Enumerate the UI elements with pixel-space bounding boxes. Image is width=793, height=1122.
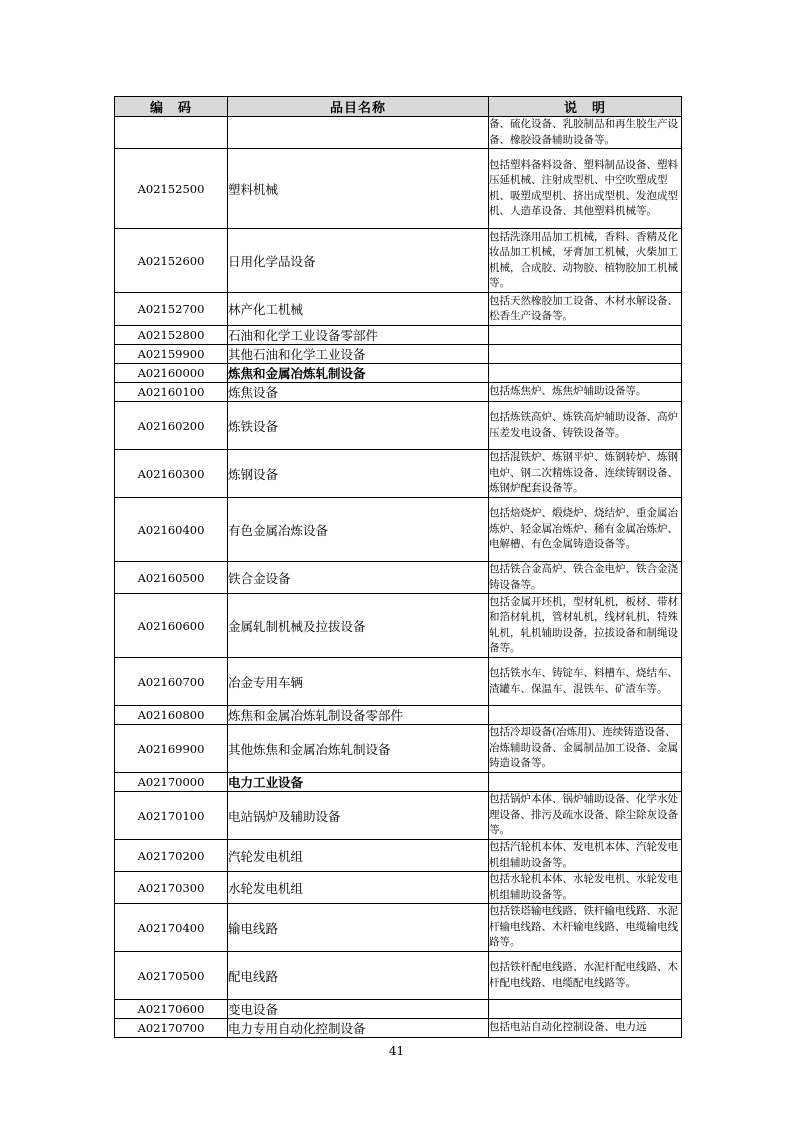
row-name: 电力专用自动化控制设备 [228, 1019, 489, 1038]
row-name: 水轮发电机组 [228, 872, 489, 904]
table-row [115, 498, 682, 562]
header-row [115, 97, 682, 117]
row-desc: 包括电站自动化控制设备、电力远 [489, 1019, 682, 1038]
row-name: 汽轮发电机组 [228, 840, 489, 872]
table-row [115, 383, 682, 402]
table-body [115, 117, 682, 1038]
row-code: A02160400 [115, 498, 228, 562]
row-name: 金属轧制机械及拉拔设备 [228, 594, 489, 658]
row-desc: 包括铁水车、铸锭车、料槽车、烧结车、渣罐车、保温车、混铁车、矿渣车等。 [489, 658, 682, 706]
row-code: A02160300 [115, 450, 228, 498]
row-name: 输电线路 [228, 904, 489, 952]
table-row [115, 326, 682, 345]
row-desc: 包括塑料备料设备、塑料制品设备、塑料压延机械、注射成型机、中空吹塑成型机、吸塑成型机、挤出成型机、发泡成型机、人造革设备、其他塑料机械等。 [489, 149, 682, 229]
table-row [115, 293, 682, 326]
row-desc [489, 706, 682, 725]
page-number: 41 [388, 1044, 405, 1058]
row-desc: 包括汽轮机本体、发电机本体、汽轮发电机组辅助设备等。 [489, 840, 682, 872]
table-row [115, 658, 682, 706]
row-code: A02152600 [115, 229, 228, 293]
row-desc: 包括焙烧炉、煅烧炉、烧结炉、重金属冶炼炉、轻金属冶炼炉、稀有金属冶炼炉、电解槽、有色金属铸造设备等。 [489, 498, 682, 562]
catalog-table [114, 96, 682, 1038]
row-desc [489, 345, 682, 364]
row-code: A02160200 [115, 402, 228, 450]
row-code: A02160000 [115, 364, 228, 383]
row-desc: 备、硫化设备、乳胶制品和再生胶生产设备、橡胶设备辅助设备等。 [489, 117, 682, 149]
table-row [115, 229, 682, 293]
row-name: 塑料机械 [228, 149, 489, 229]
row-name: 炼钢设备 [228, 450, 489, 498]
table-row [115, 706, 682, 725]
row-desc: 包括洗涤用品加工机械，香料、香精及化妆品加工机械，牙膏加工机械，火柴加工机械，合成胶、动物胶、植物胶加工机械等。 [489, 229, 682, 293]
row-code: A02160100 [115, 383, 228, 402]
row-desc: 包括水轮机本体、水轮发电机、水轮发电机组辅助设备等。 [489, 872, 682, 904]
row-name: 电站锅炉及辅助设备 [228, 792, 489, 840]
row-desc: 包括混铁炉、炼钢平炉、炼钢转炉、炼钢电炉、钢二次精炼设备、连续铸钢设备、炼钢炉配套设备等。 [489, 450, 682, 498]
row-name: 炼焦设备 [228, 383, 489, 402]
row-code: A02170400 [115, 904, 228, 952]
row-code: A02170200 [115, 840, 228, 872]
row-name: 铁合金设备 [228, 562, 489, 594]
row-code: A02160600 [115, 594, 228, 658]
row-code: A02159900 [115, 345, 228, 364]
table-row [115, 725, 682, 773]
row-code: A02152800 [115, 326, 228, 345]
row-name: 配电线路 [228, 952, 489, 1000]
row-name: 其他炼焦和金属冶炼轧制设备 [228, 725, 489, 773]
table-row [115, 1019, 682, 1038]
row-code: A02169900 [115, 725, 228, 773]
row-desc: 包括炼铁高炉、炼铁高炉辅助设备、高炉压差发电设备、铸铁设备等。 [489, 402, 682, 450]
row-code: A02170700 [115, 1019, 228, 1038]
header-name: 品目名称 [228, 97, 489, 117]
row-desc [489, 773, 682, 792]
table-row [115, 345, 682, 364]
row-code: A02170000 [115, 773, 228, 792]
row-desc: 包括锅炉本体、锅炉辅助设备、化学水处理设备、排污及疏水设备、除尘除灰设备等。 [489, 792, 682, 840]
table-row [115, 840, 682, 872]
row-desc [489, 1000, 682, 1019]
table-row [115, 402, 682, 450]
table-row [115, 952, 682, 1000]
row-code: A02160800 [115, 706, 228, 725]
row-name: 林产化工机械 [228, 293, 489, 326]
row-name: 有色金属冶炼设备 [228, 498, 489, 562]
row-code: A02160700 [115, 658, 228, 706]
table-row [115, 149, 682, 229]
table-row [115, 364, 682, 383]
row-name: 变电设备 [228, 1000, 489, 1019]
row-desc: 包括炼焦炉、炼焦炉辅助设备等。 [489, 383, 682, 402]
row-name: 其他石油和化学工业设备 [228, 345, 489, 364]
row-code: A02170500 [115, 952, 228, 1000]
row-name: 冶金专用车辆 [228, 658, 489, 706]
row-name: 炼铁设备 [228, 402, 489, 450]
row-name [228, 117, 489, 149]
table-row [115, 792, 682, 840]
row-desc: 包括铁合金高炉、铁合金电炉、铁合金浇铸设备等。 [489, 562, 682, 594]
row-desc: 包括冷却设备(冶炼用)、连续铸造设备、冶炼辅助设备、金属制品加工设备、金属铸造设备等。 [489, 725, 682, 773]
row-desc: 包括铁塔输电线路、铁杆输电线路、水泥杆输电线路、木杆输电线路、电缆输电线路等。 [489, 904, 682, 952]
table-row [115, 450, 682, 498]
row-code: A02170100 [115, 792, 228, 840]
row-name: 炼焦和金属冶炼轧制设备零部件 [228, 706, 489, 725]
header-desc: 说 明 [489, 97, 682, 117]
row-code: A02160500 [115, 562, 228, 594]
row-name: 日用化学品设备 [228, 229, 489, 293]
table-row [115, 594, 682, 658]
row-desc [489, 326, 682, 345]
table-row [115, 872, 682, 904]
row-code: A02152500 [115, 149, 228, 229]
row-name: 炼焦和金属冶炼轧制设备 [228, 364, 489, 383]
header-code: 编 码 [115, 97, 228, 117]
row-desc: 包括天然橡胶加工设备、木材水解设备、松香生产设备等。 [489, 293, 682, 326]
table-row [115, 562, 682, 594]
row-code: A02170600 [115, 1000, 228, 1019]
row-code [115, 117, 228, 149]
table-row [115, 904, 682, 952]
row-name: 电力工业设备 [228, 773, 489, 792]
table-row [115, 117, 682, 149]
row-code: A02152700 [115, 293, 228, 326]
row-desc: 包括铁杆配电线路、水泥杆配电线路、木杆配电线路、电缆配电线路等。 [489, 952, 682, 1000]
row-desc [489, 364, 682, 383]
row-desc: 包括金属开坯机，型材轧机，板材、带材和箔材轧机，管材轧机，线材轧机，特殊轧机，轧机辅助设备，拉拔设备和制绳设备等。 [489, 594, 682, 658]
table-row [115, 773, 682, 792]
table-row [115, 1000, 682, 1019]
row-code: A02170300 [115, 872, 228, 904]
row-name: 石油和化学工业设备零部件 [228, 326, 489, 345]
